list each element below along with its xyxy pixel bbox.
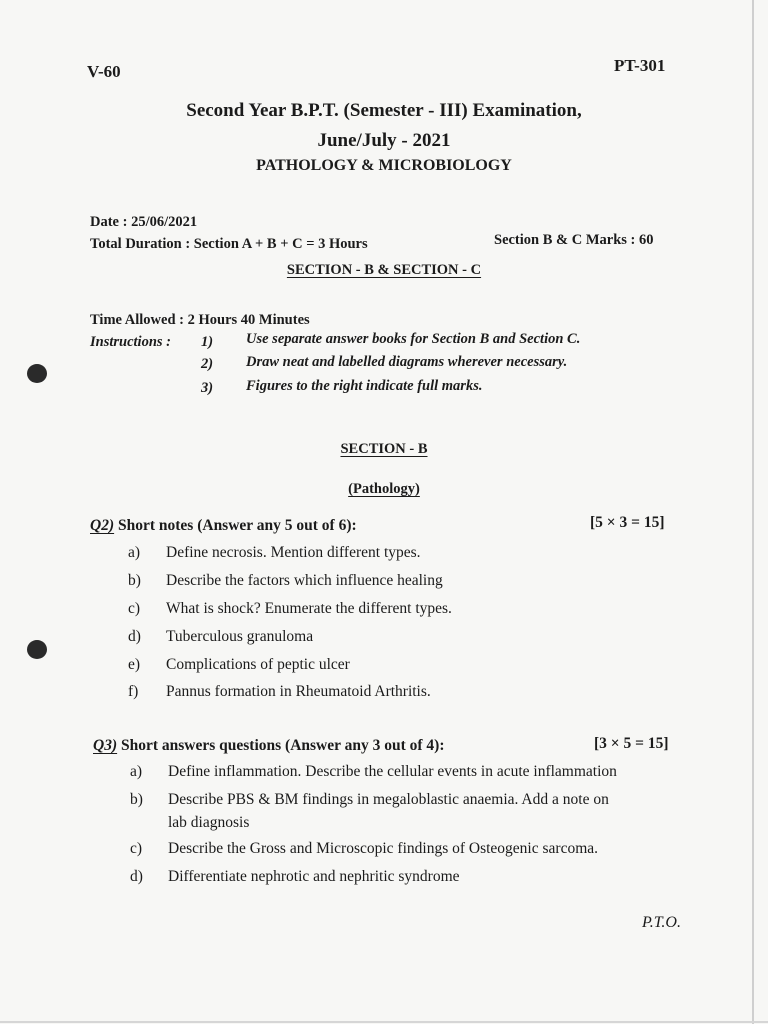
total-marks: Section B & C Marks : 60 [494, 232, 654, 248]
instruction-number: 2) [201, 356, 214, 372]
section-b-subheading: (Pathology) [348, 481, 420, 497]
item-text: Complications of peptic ulcer [166, 656, 350, 673]
question-title: Short answers questions (Answer any 3 out of 4): [120, 737, 445, 754]
question-title: Short notes (Answer any 5 out of 6): [117, 517, 357, 534]
question-3-heading [93, 737, 445, 755]
question-2-heading [90, 517, 357, 535]
item-letter: f) [128, 683, 139, 700]
question-2-marks: [5 × 3 = 15] [590, 514, 665, 531]
item-text: Define necrosis. Mention different types. [166, 544, 421, 561]
exam-date: Date : 25/06/2021 [90, 214, 198, 230]
instruction-text: Draw neat and labelled diagrams wherever necessary. [246, 354, 568, 370]
paper-code: PT-301 [614, 56, 666, 75]
item-letter: d) [130, 868, 143, 885]
exam-session: June/July - 2021 [317, 130, 451, 151]
paper-set-code: V-60 [87, 62, 121, 81]
item-text: Pannus formation in Rheumatoid Arthritis. [166, 683, 431, 700]
total-duration: Total Duration : Section A + B + C = 3 Hours [90, 236, 368, 252]
item-text: What is shock? Enumerate the different types. [166, 600, 452, 617]
page-edge [752, 0, 754, 1024]
item-letter: c) [128, 600, 141, 617]
time-allowed: Time Allowed : 2 Hours 40 Minutes [90, 312, 310, 328]
instruction-text: Figures to the right indicate full marks. [246, 378, 483, 394]
instruction-number: 3) [201, 380, 214, 396]
exam-title: Second Year B.P.T. (Semester - III) Examination, [186, 100, 582, 121]
item-letter: c) [130, 840, 143, 857]
instruction-text: Use separate answer books for Section B and Section C. [246, 331, 581, 347]
punch-hole [27, 640, 47, 659]
instruction-number: 1) [201, 334, 214, 350]
item-letter: a) [130, 763, 143, 780]
item-letter: e) [128, 656, 141, 673]
item-letter: a) [128, 544, 141, 561]
section-heading: SECTION - B & SECTION - C [286, 262, 482, 278]
item-letter: b) [128, 572, 141, 589]
question-number: Q2) [90, 517, 115, 534]
instructions-label: Instructions : [90, 334, 171, 350]
question-3-marks: [3 × 5 = 15] [594, 735, 669, 752]
question-number: Q3) [93, 737, 118, 754]
item-letter: b) [130, 791, 143, 808]
item-letter: d) [128, 628, 141, 645]
item-text: Describe the factors which influence healing [166, 572, 443, 589]
item-text: Differentiate nephrotic and nephritic syndrome [168, 868, 460, 885]
item-text: Describe the Gross and Microscopic findings of Osteogenic sarcoma. [168, 840, 599, 857]
item-text: Tuberculous granuloma [166, 628, 314, 645]
subject-title: PATHOLOGY & MICROBIOLOGY [256, 157, 512, 174]
page-edge [0, 1021, 768, 1023]
pto-label: P.T.O. [642, 914, 681, 931]
item-text-continuation: lab diagnosis [168, 814, 250, 831]
punch-hole [27, 364, 47, 383]
item-text: Describe PBS & BM findings in megaloblastic anaemia. Add a note on [168, 791, 609, 808]
section-b-heading: SECTION - B [340, 441, 428, 457]
item-text: Define inflammation. Describe the cellular events in acute inflammation [168, 763, 617, 780]
